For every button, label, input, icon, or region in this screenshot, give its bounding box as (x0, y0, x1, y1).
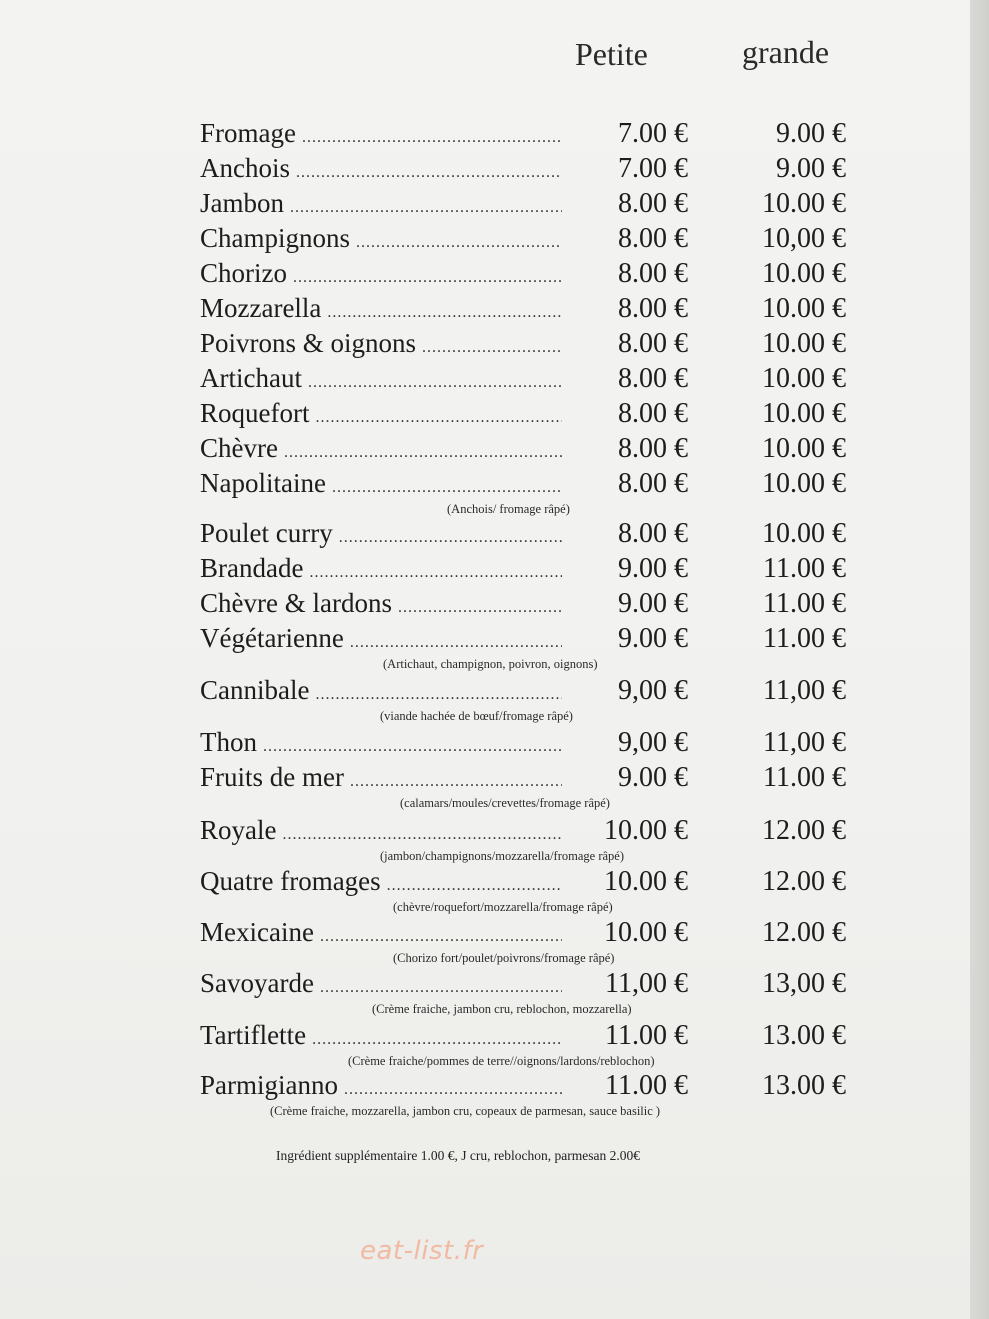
price-petite: 8.00 € (618, 433, 688, 464)
menu-item (200, 815, 562, 849)
menu-row (0, 153, 970, 193)
menu-row (0, 363, 970, 403)
dot-leader (422, 339, 562, 357)
item-name: Chèvre & lardons (200, 588, 392, 618)
table-surface (970, 0, 989, 1319)
menu-row (0, 293, 970, 333)
dot-leader (398, 599, 562, 617)
menu-row (0, 468, 970, 516)
price-grande: 10.00 € (762, 398, 846, 429)
price-petite: 8.00 € (618, 188, 688, 219)
item-name: Chorizo (200, 258, 287, 288)
item-name: Poulet curry (200, 518, 333, 548)
menu-row (0, 1020, 970, 1068)
price-grande: 11.00 € (763, 588, 846, 619)
menu-row (0, 518, 970, 558)
dot-leader (344, 1081, 562, 1099)
item-name: Fromage (200, 118, 296, 148)
item-name: Chèvre (200, 433, 278, 463)
price-petite: 9.00 € (618, 588, 688, 619)
dot-leader (332, 479, 562, 497)
item-ingredients: (calamars/moules/crevettes/fromage râpé) (400, 796, 610, 810)
price-grande: 10.00 € (762, 433, 846, 464)
menu-item (200, 553, 562, 587)
price-petite: 7.00 € (618, 118, 688, 149)
dot-leader (282, 826, 562, 844)
item-ingredients: (Crème fraiche, jambon cru, reblochon, mozzarella) (372, 1002, 632, 1016)
menu-row (0, 258, 970, 298)
item-name: Brandade (200, 553, 304, 583)
price-grande: 12.00 € (762, 815, 846, 846)
menu-row (0, 328, 970, 368)
item-name: Royale (200, 815, 277, 845)
price-grande: 12.00 € (762, 917, 846, 948)
price-grande: 10.00 € (762, 518, 846, 549)
price-grande: 10.00 € (762, 363, 846, 394)
dot-leader (290, 199, 562, 217)
item-ingredients: (Artichaut, champignon, poivron, oignons) (383, 657, 598, 671)
dot-leader (350, 634, 562, 652)
menu-row (0, 968, 970, 1016)
dot-leader (302, 129, 562, 147)
menu-item (200, 727, 562, 761)
menu-item (200, 623, 562, 657)
menu-row (0, 815, 970, 863)
supplement-note: Ingrédient supplémentaire 1.00 €, J cru, reblochon, parmesan 2.00€ (276, 1148, 641, 1163)
menu-item (200, 293, 562, 327)
menu-item (200, 518, 562, 552)
price-petite: 8.00 € (618, 328, 688, 359)
price-petite: 11,00 € (605, 968, 688, 999)
price-grande: 9.00 € (776, 118, 846, 149)
dot-leader (356, 234, 562, 252)
price-petite: 11.00 € (605, 1020, 688, 1051)
menu-item (200, 363, 562, 397)
menu-item (200, 258, 562, 292)
price-grande: 11.00 € (763, 553, 846, 584)
item-name: Jambon (200, 188, 284, 218)
price-petite: 9,00 € (618, 727, 688, 758)
price-petite: 10.00 € (604, 866, 688, 897)
item-ingredients: (chèvre/roquefort/mozzarella/fromage râpé) (393, 900, 613, 914)
dot-leader (315, 409, 562, 427)
menu-row (0, 727, 970, 767)
menu-item (200, 762, 562, 796)
price-petite: 8.00 € (618, 258, 688, 289)
menu-row (0, 398, 970, 438)
menu-row (0, 917, 970, 965)
item-name: Fruits de mer (200, 762, 344, 792)
price-petite: 8.00 € (618, 363, 688, 394)
price-grande: 10.00 € (762, 468, 846, 499)
item-name: Napolitaine (200, 468, 326, 498)
dot-leader (339, 529, 562, 547)
menu-row (0, 762, 970, 810)
menu-item (200, 188, 562, 222)
price-petite: 9,00 € (618, 675, 688, 706)
item-name: Savoyarde (200, 968, 314, 998)
menu-item (200, 468, 562, 502)
menu-item (200, 917, 562, 951)
price-petite: 9.00 € (618, 623, 688, 654)
menu-item (200, 118, 562, 152)
price-grande: 10.00 € (762, 328, 846, 359)
price-grande: 11,00 € (763, 675, 846, 706)
item-name: Parmigianno (200, 1070, 338, 1100)
dot-leader (263, 738, 562, 756)
dot-leader (293, 269, 562, 287)
price-grande: 13.00 € (762, 1020, 846, 1051)
price-grande: 9.00 € (776, 153, 846, 184)
dot-leader (320, 928, 562, 946)
menu-item (200, 433, 562, 467)
item-name: Quatre fromages (200, 866, 381, 896)
dot-leader (327, 304, 562, 322)
item-name: Végétarienne (200, 623, 344, 653)
dot-leader (350, 773, 562, 791)
item-ingredients: (viande hachée de bœuf/fromage râpé) (380, 709, 573, 723)
dot-leader (387, 877, 562, 895)
item-ingredients: (Crème fraiche/pommes de terre//oignons/lardons/reblochon) (348, 1054, 655, 1068)
price-petite: 9.00 € (618, 762, 688, 793)
menu-item (200, 588, 562, 622)
item-name: Thon (200, 727, 257, 757)
dot-leader (315, 686, 562, 704)
dot-leader (284, 444, 562, 462)
menu-row (0, 188, 970, 228)
price-grande: 13,00 € (762, 968, 846, 999)
item-ingredients: (Anchois/ fromage râpé) (447, 502, 570, 516)
menu-item (200, 153, 562, 187)
price-grande: 10.00 € (762, 258, 846, 289)
menu-item (200, 398, 562, 432)
dot-leader (320, 979, 562, 997)
price-petite: 10.00 € (604, 815, 688, 846)
price-grande: 10.00 € (762, 293, 846, 324)
price-petite: 10.00 € (604, 917, 688, 948)
watermark: eat-list.fr (360, 1236, 484, 1266)
menu-item (200, 675, 562, 709)
dot-leader (296, 164, 562, 182)
price-petite: 7.00 € (618, 153, 688, 184)
item-name: Mozzarella (200, 293, 322, 323)
dot-leader (312, 1031, 562, 1049)
price-petite: 8.00 € (618, 293, 688, 324)
item-ingredients: (jambon/champignons/mozzarella/fromage râpé) (380, 849, 624, 863)
menu-row (0, 433, 970, 473)
price-petite: 8.00 € (618, 518, 688, 549)
menu-item (200, 1020, 562, 1054)
menu-item (200, 866, 562, 900)
menu-row (0, 623, 970, 671)
menu-item (200, 1070, 562, 1104)
price-grande: 11,00 € (763, 727, 846, 758)
item-name: Mexicaine (200, 917, 314, 947)
menu-row (0, 866, 970, 914)
item-name: Roquefort (200, 398, 310, 428)
price-grande: 10,00 € (762, 223, 846, 254)
item-name: Artichaut (200, 363, 302, 393)
item-ingredients: (Chorizo fort/poulet/poivrons/fromage râpé) (393, 951, 615, 965)
menu-row (0, 118, 970, 158)
menu-row (0, 1070, 970, 1118)
dot-leader (309, 564, 562, 582)
price-petite: 9.00 € (618, 553, 688, 584)
menu-row (0, 223, 970, 263)
price-petite: 8.00 € (618, 398, 688, 429)
item-name: Poivrons & oignons (200, 328, 417, 358)
menu-item (200, 223, 562, 257)
price-grande: 11.00 € (763, 762, 846, 793)
menu-row (0, 675, 970, 723)
price-grande: 10.00 € (762, 188, 846, 219)
price-grande: 11.00 € (763, 623, 846, 654)
price-petite: 8.00 € (618, 223, 688, 254)
price-petite: 8.00 € (618, 468, 688, 499)
menu-row (0, 553, 970, 593)
item-name: Cannibale (200, 675, 310, 705)
menu-item (200, 328, 562, 362)
item-name: Tartiflette (200, 1020, 307, 1050)
price-grande: 13.00 € (762, 1070, 846, 1101)
item-ingredients: (Crème fraiche, mozzarella, jambon cru, copeaux de parmesan, sauce basilic ) (270, 1104, 661, 1118)
item-name: Champignons (200, 223, 351, 253)
price-grande: 12.00 € (762, 866, 846, 897)
menu-item (200, 968, 562, 1002)
dot-leader (308, 374, 562, 392)
header-grande: grande (742, 34, 830, 70)
header-petite: Petite (575, 36, 648, 72)
price-petite: 11.00 € (605, 1070, 688, 1101)
menu-row (0, 588, 970, 628)
item-name: Anchois (200, 153, 290, 183)
